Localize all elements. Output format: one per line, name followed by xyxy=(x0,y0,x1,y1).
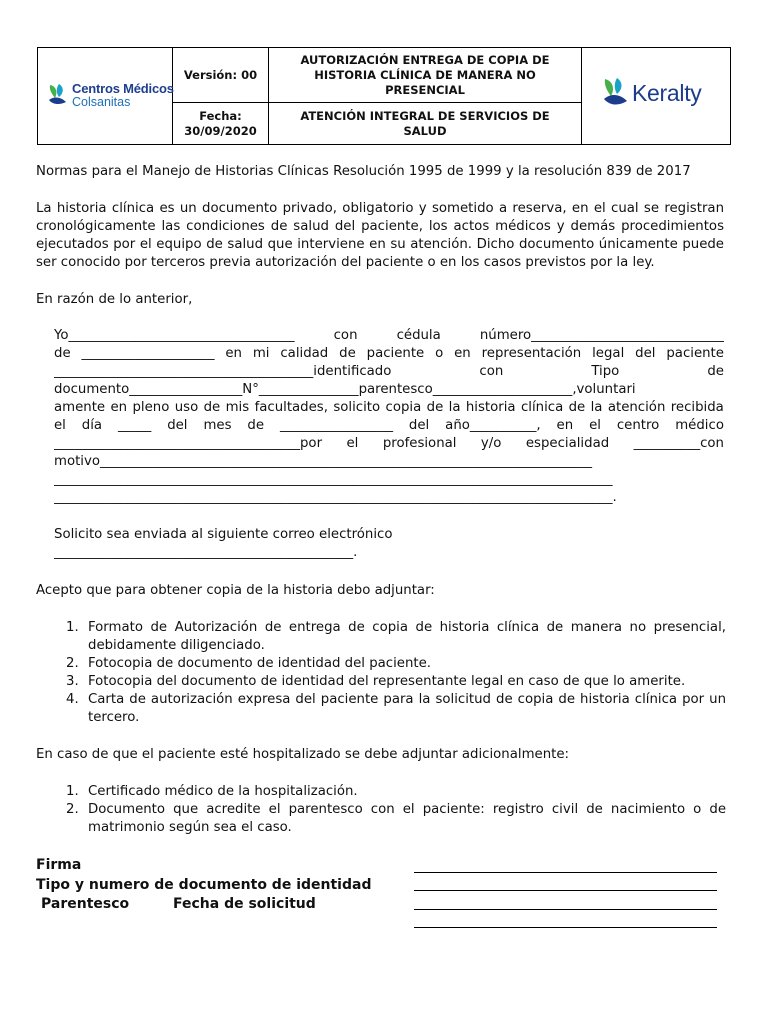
form-word: copia xyxy=(385,400,422,415)
form-word: profesional xyxy=(382,436,457,451)
form-word: de xyxy=(707,364,724,379)
id-document-label: Tipo y numero de documento de identidad xyxy=(36,877,372,893)
version-label: Versión: 00 xyxy=(183,67,258,82)
form-line-8: motivo__________________________________________________________________________ xyxy=(54,454,592,469)
form-word: de xyxy=(568,400,586,415)
form-word: del xyxy=(167,418,188,433)
form-word: paciente xyxy=(666,346,724,361)
email-line: _____________________________________________. xyxy=(54,545,358,560)
form-word: en xyxy=(225,346,242,361)
form-word: Tipo xyxy=(591,364,620,379)
document-subtitle: ATENCIÓN INTEGRAL DE SERVICIOS DE SALUD xyxy=(300,108,550,138)
form-word: de xyxy=(339,346,356,361)
form-line-3 xyxy=(54,363,724,381)
email-section xyxy=(54,526,724,562)
keralty-leaf-icon xyxy=(602,76,630,110)
form-line-9: ____________________________________________________________________________________ xyxy=(54,472,613,487)
hospitalized-intro: En caso de que el paciente esté hospitalizado se debe adjuntar adicionalmente: xyxy=(36,747,570,762)
form-word: el xyxy=(589,418,601,433)
form-word: mis xyxy=(225,400,250,415)
form-word: _____ xyxy=(118,418,152,433)
form-word: la xyxy=(590,400,603,415)
form-word: del xyxy=(408,418,430,433)
form-word: _______________________________________identificado xyxy=(54,364,392,379)
form-word: amente xyxy=(54,400,106,415)
form-word: ____________________ xyxy=(81,346,215,361)
request-date-line xyxy=(414,927,717,928)
email-label: Solicito sea enviada al siguiente correo electrónico xyxy=(54,527,393,542)
request-date-label: Fecha de solicitud xyxy=(173,896,316,912)
form-word: año__________, xyxy=(445,418,541,433)
form-word: de xyxy=(426,400,444,415)
colsanitas-leaf-icon xyxy=(46,82,70,108)
form-word: en xyxy=(454,346,471,361)
list-item: 2. Documento que acredite el parentesco con el paciente: registro civil de nacimiento o de matrimonio según sea el caso. xyxy=(66,802,726,835)
form-word: facultades, xyxy=(254,400,328,415)
form-word: legal xyxy=(592,346,625,361)
form-word: documento_________________N°_______________parentesco_____________________,voluntari xyxy=(54,382,636,397)
form-word: solicito xyxy=(333,400,381,415)
form-line-7 xyxy=(54,435,724,453)
form-word: paciente xyxy=(366,346,425,361)
authorization-form xyxy=(54,327,724,507)
form-word: del xyxy=(635,346,656,361)
list-item: 3. Fotocopia del documento de identidad del representante legal en caso de que lo amerite. xyxy=(66,674,686,689)
form-word: _____________________________________por xyxy=(54,436,323,451)
date-value: 30/09/2020 xyxy=(184,123,257,138)
form-word: el xyxy=(346,436,359,451)
date-cell xyxy=(173,103,268,144)
list-item: 2. Fotocopia de documento de identidad del paciente. xyxy=(66,656,432,671)
document-title: AUTORIZACIÓN ENTREGA DE COPIA DE HISTORIA CLÍNICA DE MANERA NO PRESENCIAL xyxy=(300,52,550,97)
keralty-logo-text: Keralty xyxy=(632,80,702,106)
form-word: la xyxy=(448,400,461,415)
logo-line-1: Centros Médicos xyxy=(72,81,174,96)
form-word: especialidad xyxy=(525,436,610,451)
form-word: y/o xyxy=(480,436,502,451)
relationship-label: Parentesco xyxy=(41,896,130,912)
form-word: en xyxy=(110,400,128,415)
form-word: médico xyxy=(675,418,724,433)
requirements-intro: Acepto que para obtener copia de la historia debo adjuntar: xyxy=(36,583,435,598)
date-label: Fecha: xyxy=(199,108,242,123)
form-line-5 xyxy=(54,399,724,417)
en-razon-line: En razón de lo anterior, xyxy=(36,292,193,307)
form-word: centro xyxy=(616,418,660,433)
form-word: de xyxy=(203,400,221,415)
hospitalized-list xyxy=(66,783,726,837)
form-word: mes xyxy=(203,418,232,433)
keralty-logo xyxy=(600,74,710,114)
form-word: historia xyxy=(465,400,516,415)
form-word: representación xyxy=(481,346,582,361)
form-word: en xyxy=(556,418,574,433)
form-word: clínica xyxy=(520,400,564,415)
centros-medicos-colsanitas-logo xyxy=(44,78,174,114)
form-word: de xyxy=(247,418,265,433)
form-word: _________________ xyxy=(279,418,393,433)
form-word: uso xyxy=(174,400,199,415)
form-word: el xyxy=(54,418,66,433)
form-word: con xyxy=(333,328,358,343)
form-line-2 xyxy=(54,345,724,363)
form-line-1 xyxy=(54,327,724,345)
norms-line: Normas para el Manejo de Historias Clínicas Resolución 1995 de 1999 y la resolución 839 de 2017 xyxy=(36,164,691,179)
id-document-line xyxy=(414,890,717,891)
relationship-line xyxy=(414,909,717,910)
requirements-list xyxy=(66,619,726,727)
form-word: mi xyxy=(252,346,270,361)
document-header xyxy=(37,47,731,145)
signature-line xyxy=(414,872,717,873)
form-line-10: ____________________________________________________________________________________. xyxy=(54,490,617,505)
signature-label: Firma xyxy=(36,857,82,873)
logo-line-2: Colsanitas xyxy=(72,95,131,109)
form-word: día xyxy=(81,418,103,433)
list-item: 4. Carta de autorización expresa del paciente para la solicitud de copia de historia clínica por un tercero. xyxy=(66,692,726,725)
form-line-4 xyxy=(54,381,724,399)
form-word: __________con xyxy=(633,436,724,451)
form-word: atención xyxy=(607,400,666,415)
form-word: Yo__________________________________ xyxy=(54,328,295,343)
form-line-6 xyxy=(54,417,724,435)
list-item: 1. Certificado médico de la hospitalización. xyxy=(66,784,358,799)
form-word: cédula xyxy=(396,328,441,343)
form-word: con xyxy=(479,364,504,379)
form-word: calidad xyxy=(280,346,329,361)
form-word: o xyxy=(435,346,444,361)
form-word: recibida xyxy=(670,400,724,415)
privacy-paragraph: La historia clínica es un documento privado, obligatorio y sometido a reserva, en el cual se registran cronológicamente las condiciones de salud del paciente, los actos médicos y demás procedimientos ejecutados por el equipo de salud que interviene en su atención. Dicho documento únicamente puede ser conocido por terceros previa autorización del paciente o en los casos previstos por la ley. xyxy=(36,201,724,270)
form-word: de xyxy=(54,346,71,361)
list-item: 1. Formato de Autorización de entrega de copia de historia clínica de manera no presencial, debidamente diligenciado. xyxy=(66,620,726,653)
form-word: pleno xyxy=(132,400,170,415)
form-word: número_____________________________ xyxy=(479,328,724,343)
